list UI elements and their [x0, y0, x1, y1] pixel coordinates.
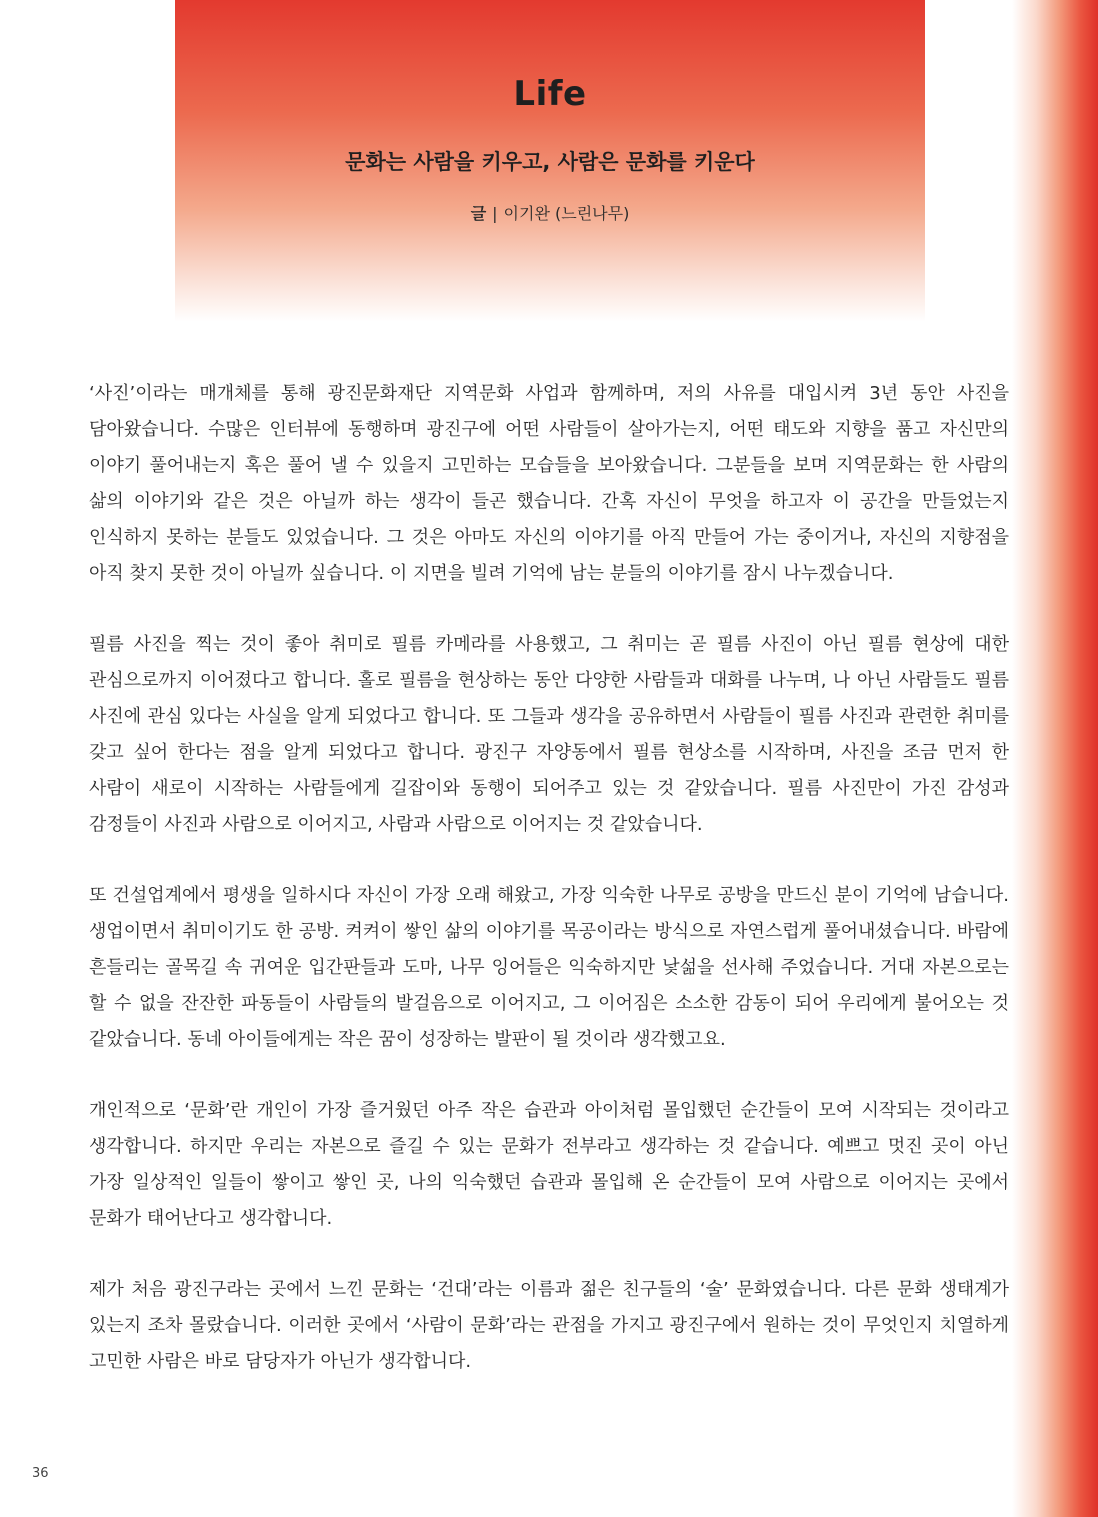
- section-title: Life: [513, 74, 587, 114]
- paragraph: 또 건설업계에서 평생을 일하시다 자신이 가장 오래 해왔고, 가장 익숙한 나무로 공방을 만드신 분이 기억에 남습니다. 생업이면서 취미이기도 한 공방. 켜켜이 쌓인 삶의 이야기를 목공이라는 방식으로 자연스럽게 풀어내셨습니다. 바람에 흔들리는 골목길 속 귀여운 입간판들과 도마, 나무 잉어들은 익숙하지만 낯섦을 선사해 주었습니다. 거대 자본으로는 할 수 없을 잔잔한 파동들이 사람들의 발걸음으로 이어지고, 그 이어짐은 소소한 감동이 되어 우리에게 불어오는 것 같았습니다. 동네 아이들에게는 작은 꿈이 성장하는 발판이 될 것이라 생각했고요.: [89, 885, 1009, 1050]
- article-title: 문화는 사람을 키우고, 사람은 문화를 키운다: [345, 150, 755, 174]
- byline-author: 이기완 (느린나무): [503, 204, 630, 223]
- article-body: [89, 376, 1009, 1406]
- header-banner: [175, 0, 925, 322]
- byline: [175, 201, 925, 224]
- page-number: 36: [32, 1466, 49, 1481]
- paragraph: ‘사진’이라는 매개체를 통해 광진문화재단 지역문화 사업과 함께하며, 저의 사유를 대입시켜 3년 동안 사진을 담아왔습니다. 수많은 인터뷰에 동행하며 광진구에 어떤 사람들이 살아가는지, 어떤 태도와 지향을 품고 자신만의 이야기 풀어내는지 혹은 풀어 낼 수 있을지 고민하는 모습들을 보아왔습니다. 그분들을 보며 지역문화는 한 사람의 삶의 이야기와 같은 것은 아닐까 하는 생각이 들곤 했습니다. 간혹 자신이 무엇을 하고자 이 공간을 만들었는지 인식하지 못하는 분들도 있었습니다. 그 것은 아마도 자신의 이야기를 아직 만들어 가는 중이거나, 자신의 지향점을 아직 찾지 못한 것이 아닐까 싶습니다. 이 지면을 빌려 기억에 남는 분들의 이야기를 잠시 나누겠습니다.: [89, 383, 1009, 584]
- byline-separator: |: [492, 204, 498, 223]
- paragraph: 필름 사진을 찍는 것이 좋아 취미로 필름 카메라를 사용했고, 그 취미는 곧 필름 사진이 아닌 필름 현상에 대한 관심으로까지 이어졌다고 합니다. 홀로 필름을 현상하는 동안 다양한 사람들과 대화를 나누며, 나 아닌 사람들도 필름 사진에 관심 있다는 사실을 알게 되었다고 합니다. 또 그들과 생각을 공유하면서 사람들이 필름 사진과 관련한 취미를 갖고 싶어 한다는 점을 알게 되었다고 합니다. 광진구 자양동에서 필름 현상소를 시작하며, 사진을 조금 먼저 한 사람이 새로이 시작하는 사람들에게 길잡이와 동행이 되어주고 있는 것 같았습니다. 필름 사진만이 가진 감성과 감정들이 사진과 사람으로 이어지고, 사람과 사람으로 이어지는 것 같았습니다.: [89, 634, 1009, 835]
- byline-label: 글: [470, 204, 487, 223]
- paragraph: 개인적으로 ‘문화’란 개인이 가장 즐거웠던 아주 작은 습관과 아이처럼 몰입했던 순간들이 모여 시작되는 것이라고 생각합니다. 하지만 우리는 자본으로 즐길 수 있는 문화가 전부라고 생각하는 것 같습니다. 예쁘고 멋진 곳이 아닌 가장 일상적인 일들이 쌓이고 쌓인 곳, 나의 익숙했던 습관과 몰입해 온 순간들이 모여 사람으로 이어지는 곳에서 문화가 태어난다고 생각합니다.: [89, 1100, 1009, 1229]
- decorative-side-bar: [1012, 0, 1098, 1517]
- paragraph: 제가 처음 광진구라는 곳에서 느낀 문화는 ‘건대’라는 이름과 젊은 친구들의 ‘술’ 문화였습니다. 다른 문화 생태계가 있는지 조차 몰랐습니다. 이러한 곳에서 ‘사람이 문화’라는 관점을 가지고 광진구에서 원하는 것이 무엇인지 치열하게 고민한 사람은 바로 담당자가 아닌가 생각합니다.: [89, 1279, 1009, 1372]
